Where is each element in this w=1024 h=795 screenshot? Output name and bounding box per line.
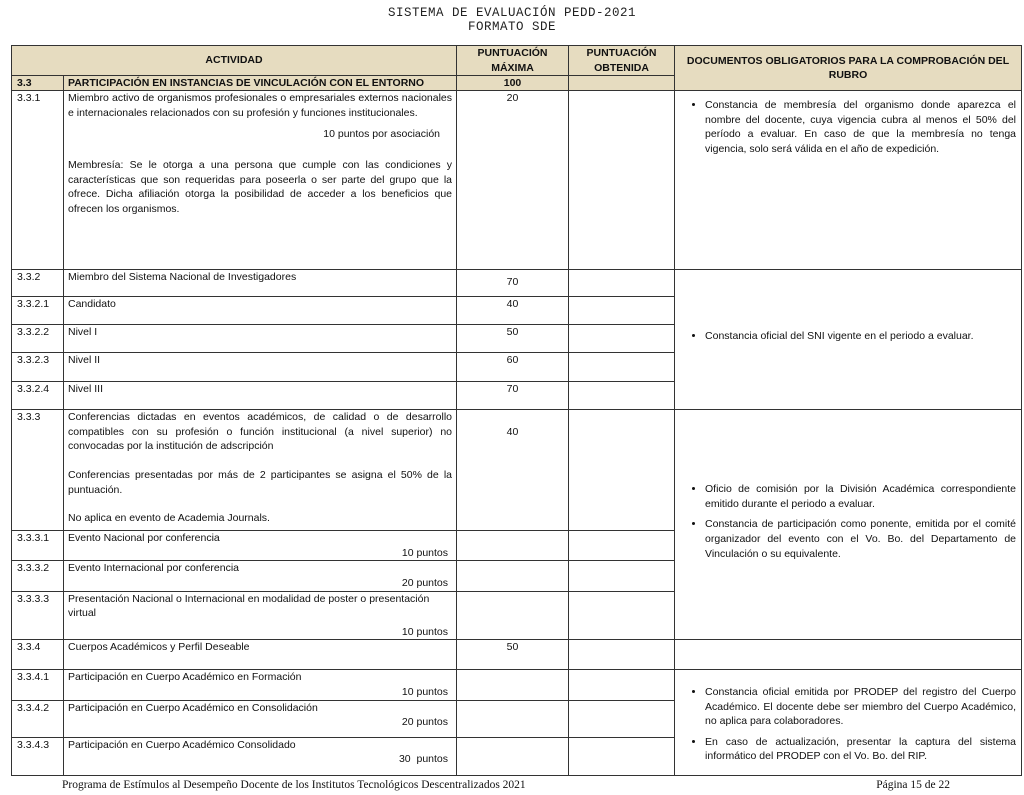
row-code: 3.3.2.1 xyxy=(12,297,64,325)
row-note: Conferencias presentadas por más de 2 participantes se asigna el 50% de la puntuación. xyxy=(68,468,453,496)
document-item: • Constancia oficial del SNI vigente en el periodo a evaluar. xyxy=(705,329,1016,344)
row-documents xyxy=(675,410,1022,640)
row-code: 3.3.2.3 xyxy=(12,353,64,382)
row-obtained xyxy=(569,531,675,561)
row-text: Evento Internacional por conferencia xyxy=(68,562,240,575)
row-description: Nivel III xyxy=(64,382,457,410)
col-puntuacion-maxima: PUNTUACIÓN MÁXIMA xyxy=(457,46,569,76)
table-row xyxy=(12,670,1022,700)
row-points: 70 xyxy=(457,382,569,410)
row-points xyxy=(457,561,569,591)
row-description: Candidato xyxy=(64,297,457,325)
row-note: No aplica en evento de Academia Journals. xyxy=(68,512,270,525)
row-obtained xyxy=(569,382,675,410)
row-code: 3.3.3.1 xyxy=(12,531,64,561)
footer-page-number: Página 15 de 22 xyxy=(876,779,950,791)
row-obtained xyxy=(569,325,675,353)
row-points: 70 xyxy=(457,270,569,297)
section-code: 3.3 xyxy=(12,76,64,91)
row-description xyxy=(64,531,457,561)
row-description: Nivel I xyxy=(64,325,457,353)
row-code: 3.3.4 xyxy=(12,640,64,670)
row-description xyxy=(64,700,457,737)
header-row xyxy=(12,46,1022,76)
document-item: • Constancia de membresía del organismo donde aparezca el nombre del docente, cuya vigencia cubra al menos el 50% del período a evaluar. En caso de que la membresía no tenga vigencia, solo será válida en el año de expedición. xyxy=(705,98,1016,156)
row-points-text: 30 puntos xyxy=(398,753,449,766)
document-item: • Constancia oficial emitida por PRODEP del registro del Cuerpo Académico. El docente debe ser miembro del Cuerpo Académico, no aplica para colaboradores. xyxy=(705,685,1016,729)
row-documents xyxy=(675,91,1022,270)
row-code: 3.3.3.3 xyxy=(12,591,64,640)
row-points: 50 xyxy=(457,640,569,670)
row-description xyxy=(64,91,457,270)
row-description xyxy=(64,737,457,775)
row-code: 3.3.2 xyxy=(12,270,64,297)
row-text: Participación en Cuerpo Académico en Consolidación xyxy=(68,701,318,714)
row-points-text: 10 puntos xyxy=(401,685,449,698)
row-points xyxy=(457,531,569,561)
row-obtained xyxy=(569,91,675,270)
row-obtained xyxy=(569,640,675,670)
row-obtained xyxy=(569,353,675,382)
row-documents xyxy=(675,640,1022,670)
row-note: 10 puntos por asociación xyxy=(323,128,441,141)
row-description xyxy=(64,561,457,591)
table-row xyxy=(12,410,1022,531)
row-code: 3.3.4.3 xyxy=(12,737,64,775)
table-row xyxy=(12,640,1022,670)
header-subtitle: FORMATO SDE xyxy=(467,20,556,34)
row-points: 40 xyxy=(457,410,569,531)
row-points-text: 10 puntos xyxy=(401,546,449,559)
section-obtained xyxy=(569,76,675,91)
row-points: 20 xyxy=(457,91,569,270)
row-code: 3.3.4.1 xyxy=(12,670,64,700)
row-description xyxy=(64,410,457,531)
row-documents xyxy=(675,670,1022,775)
row-points xyxy=(457,700,569,737)
document-item: • Constancia de participación como ponente, emitida por el comité organizador del evento con el Vo. Bo. del Departamento de Vinculación o su equivalente. xyxy=(705,517,1016,561)
row-code: 3.3.2.4 xyxy=(12,382,64,410)
row-description: Nivel II xyxy=(64,353,457,382)
row-text: Conferencias dictadas en eventos académicos, de calidad o de desarrollo compatibles con su profesión o función institucional (a nivel superior) no convocadas por la institución de adscripción xyxy=(68,411,453,453)
row-points-text: 20 puntos xyxy=(401,576,449,589)
row-points-text: 20 puntos xyxy=(401,716,449,729)
row-points-text: 10 puntos xyxy=(401,625,449,638)
row-definition: Membresía: Se le otorga a una persona que cumple con las condiciones y características que son requeridas para poseerla o ser parte del grupo que la ofrece. Dicha afiliación otorga la posibilidad de acceder a los beneficios que ofrecen los organismos. xyxy=(68,158,453,215)
col-actividad: ACTIVIDAD xyxy=(12,46,457,76)
document-item: • Oficio de comisión por la División Académica correspondiente emitido durante el periodo a evaluar. xyxy=(705,482,1016,511)
row-code: 3.3.2.2 xyxy=(12,325,64,353)
row-obtained xyxy=(569,737,675,775)
row-code: 3.3.4.2 xyxy=(12,700,64,737)
evaluation-table xyxy=(11,45,1022,776)
row-points xyxy=(457,737,569,775)
col-documentos: DOCUMENTOS OBLIGATORIOS PARA LA COMPROBACIÓN DEL RUBRO xyxy=(675,46,1022,91)
row-obtained xyxy=(569,561,675,591)
row-documents xyxy=(675,270,1022,410)
row-description: Cuerpos Académicos y Perfil Deseable xyxy=(64,640,457,670)
row-text: Participación en Cuerpo Académico en Formación xyxy=(68,671,302,684)
section-title: PARTICIPACIÓN EN INSTANCIAS DE VINCULACIÓN CON EL ENTORNO xyxy=(64,76,457,91)
row-description xyxy=(64,591,457,640)
row-obtained xyxy=(569,410,675,531)
row-obtained xyxy=(569,297,675,325)
row-obtained xyxy=(569,700,675,737)
row-points xyxy=(457,670,569,700)
row-description xyxy=(64,670,457,700)
row-text: Miembro activo de organismos profesionales o empresariales externos nacionales e internacionales relacionados con su profesión y funciones institucionales. xyxy=(68,92,453,119)
col-puntuacion-obtenida: PUNTUACIÓN OBTENIDA xyxy=(569,46,675,76)
header-title: SISTEMA DE EVALUACIÓN PEDD-2021 xyxy=(387,6,637,20)
document-item: • En caso de actualización, presentar la captura del sistema informático del PRODEP con el Vo. Bo. del RIP. xyxy=(705,735,1016,764)
row-points: 40 xyxy=(457,297,569,325)
row-code: 3.3.3 xyxy=(12,410,64,531)
section-points: 100 xyxy=(457,76,569,91)
row-code: 3.3.3.2 xyxy=(12,561,64,591)
table-row xyxy=(12,270,1022,297)
footer-program: Programa de Estímulos al Desempeño Docente de los Institutos Tecnológicos Descentralizados 2021 xyxy=(62,779,526,791)
row-text: Participación en Cuerpo Académico Consolidado xyxy=(68,738,296,751)
row-points xyxy=(457,591,569,640)
row-points: 50 xyxy=(457,325,569,353)
table-row xyxy=(12,91,1022,270)
row-points: 60 xyxy=(457,353,569,382)
row-description: Miembro del Sistema Nacional de Investigadores xyxy=(64,270,457,297)
row-text: Presentación Nacional o Internacional en modalidad de poster o presentación virtual xyxy=(68,592,430,620)
row-obtained xyxy=(569,670,675,700)
row-text: Evento Nacional por conferencia xyxy=(68,532,220,545)
row-code: 3.3.1 xyxy=(12,91,64,270)
row-obtained xyxy=(569,270,675,297)
row-obtained xyxy=(569,591,675,640)
